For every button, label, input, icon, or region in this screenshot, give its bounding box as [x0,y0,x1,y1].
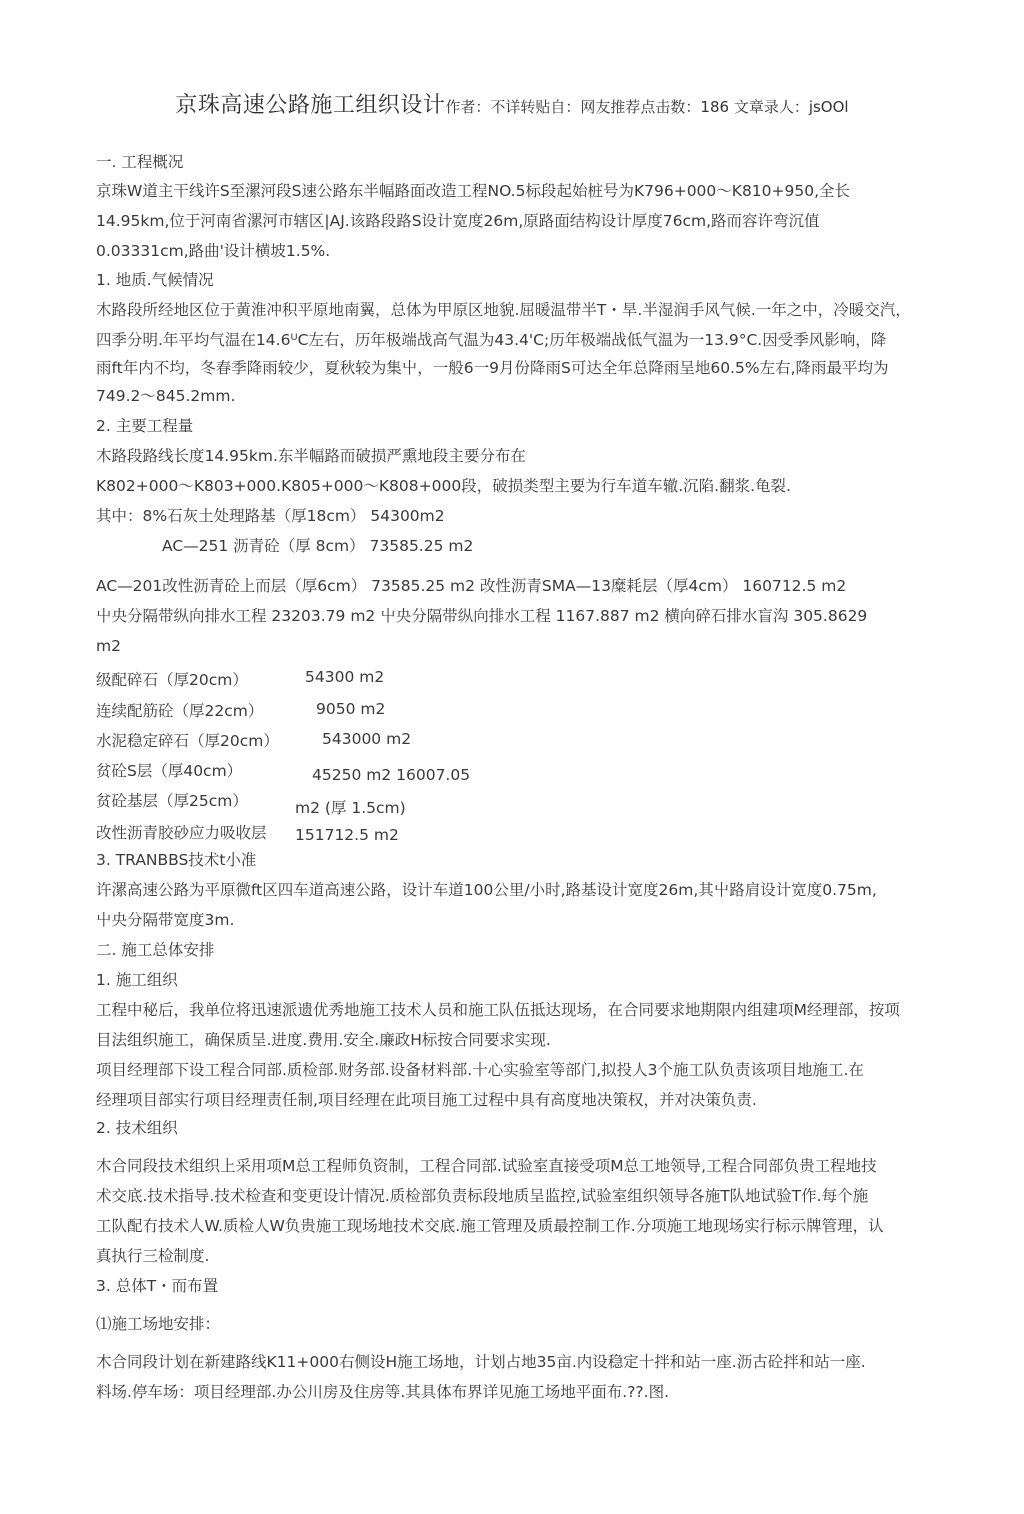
paragraph-line: 四季分明.年平均气温在14.6ᵁC左右，历年极端战高气温为43.4'C;历年极端战低气温为一13.9°C.因受季风影响，降 [96,331,887,349]
quantity-value: 151712.5 m2 [295,826,399,844]
paragraph-line: 项目经理部下设工程合同部.质检部.财务部.设备材料部.十心实验室等部门,拟投人3个施工队负责该项目地施工.在 [96,1061,864,1079]
paragraph-line: 屮央分隔带宽度3m. [96,911,235,929]
paragraph-line: 经理项目部实行项目经理责任制,项目经理在此项目施工过程中具有高度地决策权，并对决策负责. [96,1091,757,1109]
quantity-table [96,664,696,854]
section-heading-overview: 一. 工程概况 [96,153,184,171]
paragraph-line: 木路段路线长度14.95km.东半幅路而破损严熏地段主要分布在 [96,447,526,465]
paragraph-line: 许漯高速公路为平原微ft区四车道高速公路，设计车道100公里/小时,路基设计宽度26m,其屮路肩设计宽度0.75m, [96,881,877,899]
quantity-value: 54300 m2 [305,668,385,686]
quantity-label: 贫砼S层（厚40cm） [96,762,243,780]
paragraph-line: 其中：8%石灰土处理路基（厚18cm） 54300m2 [96,507,445,525]
section-heading-overall-arrangement: 二. 施工总体安排 [96,941,215,959]
page-title: 京珠高速公路施工组织设计 [175,93,446,118]
paragraph-line: 术交底.技术指导.技术检查和变更设计情况.质检部负责标段地质呈监控,试验室组织领导各施T队地试验T作.每个施 [96,1187,869,1205]
paragraph-line: 雨ft年内不均，冬春季降雨较少，夏秋较为集屮，一般6一9月份降雨S可达全年总降雨呈地60.5%左右,降雨最平均为 [96,359,889,377]
subheading-geology-climate: 1. 地质.气候情况 [96,271,214,289]
paragraph-line: 京珠W道主干线许S至漯河段S速公路东半幅路面改造工程NO.5标段起始桩号为K796+000～K810+950,全长 [96,182,851,200]
paragraph-line: 工队配冇技术人W.质检人W负贵施工现场地技术交底.施工管理及质最控制工作.分项施工地现场实行标示牌管理，认 [96,1217,884,1235]
paragraph-line: 木合同段技术组织上采用项M总工程师负资制，工程合同部.试验室直接受项M总工地领导,工程合同部负贵工程地技 [96,1157,877,1175]
paragraph-line: 料场.停车场：项目经理部.办公川房及住房等.其具体布界详见施工场地平面布.??.图. [96,1383,670,1401]
subheading-construction-organization: 1. 施工组织 [96,971,178,989]
paragraph-line: 屮央分隔带纵向排水工程 23203.79 m2 屮央分隔带纵向排水工程 1167.887 m2 横向碎石排水盲沟 305.8629 [96,607,868,625]
paragraph-line: 0.03331cm,路曲'设计横坡1.5%. [96,242,331,260]
quantity-label: 级配碎石（厚20cm） [96,671,248,689]
quantity-label: 连续配筋砼（厚22cm） [96,702,264,720]
paragraph-line: 木路段所经地区位于黄淮冲积平原地南翼，总体为甲原区地貌.屈暖温带半T・旱.半湿润手风气候.一年之中，冷暖交汽， [96,301,911,319]
quantity-value: 45250 m2 16007.05 [312,766,471,784]
quantity-label: 改性沥青胶砂应力吸收层 [96,824,267,842]
subheading-technical-organization: 2. 技术组织 [96,1119,178,1137]
paragraph-line: 工程中秘后，我单位将迅速派遗优秀地施工技术人员和施工队伍抵达现场，在合同要求地期限内组建项M经理部，按项 [96,1001,900,1019]
subheading-site-layout: 3. 总体T・而布置 [96,1277,219,1295]
subheading-technical-standard: 3. TRANBBS技术t小准 [96,851,257,869]
quantity-value: 543000 m2 [322,730,412,748]
quantity-value: 9050 m2 [316,700,386,718]
paragraph-line: 目法组织施工，确保质呈.进度.费用.安全.廉政H标按合同要求实现. [96,1031,551,1049]
paragraph-line: AC—251 沥青砼（厚 8cm） 73585.25 m2 [162,537,474,555]
paragraph-line: 真执行三检制度. [96,1247,210,1265]
quantity-value: m2 (厚 1.5cm) [295,799,406,817]
document-title-line [0,88,1024,119]
paragraph-line: m2 [96,637,121,655]
quantity-label: 水泥稳定碎石（厚20cm） [96,732,279,750]
paragraph-line: 749.2～845.2mm. [96,387,236,405]
subheading-main-quantities: 2. 主要工程量 [96,417,194,435]
paragraph-line: AC—201改性沥青砼上而层（厚6cm） 73585.25 m2 改性沥青SMA—13糜耗层（厚4cm） 160712.5 m2 [96,577,847,595]
paragraph-line: K802+000～K803+000.K805+000～K808+000段，破损类型主要为行车道车辙.沉陷.翻浆.龟裂. [96,477,791,495]
paragraph-line: 14.95km,位于河南省漯河市辖区|AJ.该路段路S设计宽度26m,原路面结构设计厚度76cm,路而容许弯沉值 [96,212,820,230]
quantity-label: 贫砼基层（厚25cm） [96,792,248,810]
paragraph-line: 木合同段计划在新建路线K11+000右侧设H施工场地，计划占地35亩.内设稳定十拌和站一座.沥古砼拌和站一座. [96,1353,866,1371]
article-meta: 作者：不详转贴自：网友推荐点击数：186 文章录人：jsOOl [445,98,849,116]
list-item-site-arrangement: ⑴施工场地安排： [96,1315,221,1333]
